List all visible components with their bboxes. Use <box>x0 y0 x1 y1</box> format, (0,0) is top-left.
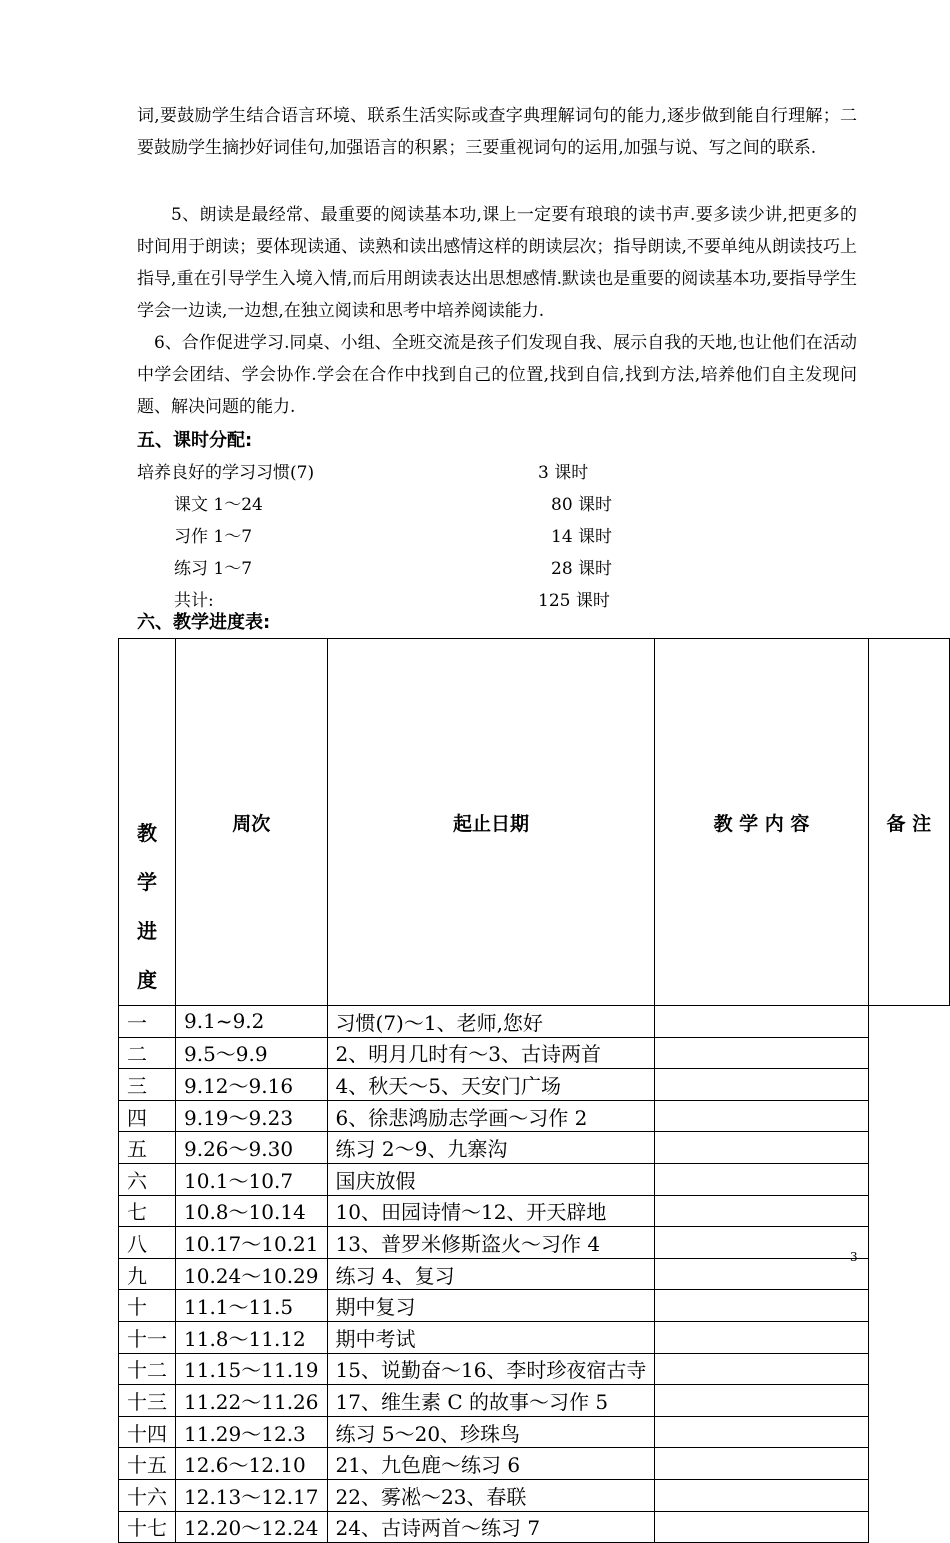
week-cell: 十四 <box>119 1416 176 1448</box>
week-cell: 十七 <box>119 1511 176 1543</box>
note-cell <box>655 1479 868 1511</box>
allocation-label: 培养良好的学习习惯(7) <box>137 463 315 483</box>
side-label-char: 学 <box>137 870 157 894</box>
note-cell <box>655 1258 868 1290</box>
table-row <box>119 1353 950 1385</box>
page-number: 3 <box>850 1250 858 1264</box>
schedule-body <box>119 1006 950 1543</box>
dates-cell: 10.8～10.14 <box>176 1195 328 1227</box>
dates-cell: 11.29～12.3 <box>176 1416 328 1448</box>
week-cell: 九 <box>119 1258 176 1290</box>
teaching-schedule-table <box>118 638 950 1543</box>
note-cell <box>655 1069 868 1101</box>
dates-cell: 10.17～10.21 <box>176 1227 328 1259</box>
content-cell: 21、九色鹿～练习 6 <box>327 1448 655 1480</box>
week-cell: 十一 <box>119 1321 176 1353</box>
note-cell <box>655 1353 868 1385</box>
week-cell: 十三 <box>119 1385 176 1417</box>
header-week: 周次 <box>176 639 328 1006</box>
dates-cell: 11.15～11.19 <box>176 1353 328 1385</box>
table-row <box>119 1100 950 1132</box>
side-label-char: 教 <box>137 821 157 845</box>
content-cell: 10、田园诗情～12、开天辟地 <box>327 1195 655 1227</box>
table-row <box>119 1321 950 1353</box>
allocation-value: 3 课时 <box>538 463 589 483</box>
note-cell <box>655 1037 868 1069</box>
side-label-char: 进 <box>137 919 157 943</box>
allocation-value: 14 课时 <box>551 527 613 547</box>
content-cell: 练习 5～20、珍珠鸟 <box>327 1416 655 1448</box>
side-label <box>119 639 176 1006</box>
note-cell <box>655 1385 868 1417</box>
header-content: 教 学 内 容 <box>655 639 868 1006</box>
table-row <box>119 1479 950 1511</box>
dates-cell: 12.20～12.24 <box>176 1511 328 1543</box>
week-cell: 十二 <box>119 1353 176 1385</box>
content-cell: 22、雾凇～23、春联 <box>327 1479 655 1511</box>
content-cell: 期中考试 <box>327 1321 655 1353</box>
content-cell: 2、明月几时有～3、古诗两首 <box>327 1037 655 1069</box>
note-cell <box>655 1132 868 1164</box>
dates-cell: 9.5～9.9 <box>176 1037 328 1069</box>
note-cell <box>655 1100 868 1132</box>
note-cell <box>655 1163 868 1195</box>
side-label-char: 度 <box>137 968 157 992</box>
allocation-label: 共计: <box>174 591 214 611</box>
week-cell: 十五 <box>119 1448 176 1480</box>
week-cell: 二 <box>119 1037 176 1069</box>
table-header-row <box>119 639 950 1006</box>
allocation-label: 课文 1～24 <box>174 495 263 515</box>
paragraph-cooperation: 6、合作促进学习.同桌、小组、全班交流是孩子们发现自我、展示自我的天地,也让他们在活动中学会团结、学会协作.学会在合作中找到自己的位置,找到自信,找到方法,培养他们自主发现问题、解决问题的能力. <box>137 333 857 417</box>
note-cell <box>655 1290 868 1322</box>
table-row <box>119 1195 950 1227</box>
note-cell <box>655 1448 868 1480</box>
dates-cell: 11.1～11.5 <box>176 1290 328 1322</box>
dates-cell: 12.13～12.17 <box>176 1479 328 1511</box>
table-row <box>119 1227 950 1259</box>
dates-cell: 9.26～9.30 <box>176 1132 328 1164</box>
dates-cell: 9.1~9.2 <box>176 1006 328 1038</box>
content-cell: 期中复习 <box>327 1290 655 1322</box>
table-row <box>119 1258 950 1290</box>
table-row <box>119 1069 950 1101</box>
table-row <box>119 1511 950 1543</box>
content-cell: 国庆放假 <box>327 1163 655 1195</box>
table-row <box>119 1448 950 1480</box>
table-row <box>119 1416 950 1448</box>
note-cell <box>655 1227 868 1259</box>
dates-cell: 10.24～10.29 <box>176 1258 328 1290</box>
content-cell: 13、普罗米修斯盗火～习作 4 <box>327 1227 655 1259</box>
week-cell: 六 <box>119 1163 176 1195</box>
section-5-title: 五、课时分配: <box>137 430 253 451</box>
content-cell: 6、徐悲鸿励志学画～习作 2 <box>327 1100 655 1132</box>
week-cell: 五 <box>119 1132 176 1164</box>
week-cell: 十 <box>119 1290 176 1322</box>
dates-cell: 12.6～12.10 <box>176 1448 328 1480</box>
header-notes: 备 注 <box>868 639 949 1006</box>
dates-cell: 9.19～9.23 <box>176 1100 328 1132</box>
note-cell <box>655 1511 868 1543</box>
allocation-value: 80 课时 <box>551 495 613 515</box>
table-row <box>119 1385 950 1417</box>
content-cell: 24、古诗两首～练习 7 <box>327 1511 655 1543</box>
week-cell: 四 <box>119 1100 176 1132</box>
table-row <box>119 1132 950 1164</box>
note-cell <box>655 1195 868 1227</box>
allocation-value: 125 课时 <box>538 591 610 611</box>
allocation-label: 练习 1～7 <box>174 559 253 579</box>
allocation-label: 习作 1～7 <box>174 527 253 547</box>
section-6-title: 六、教学进度表: <box>137 612 271 633</box>
dates-cell: 9.12～9.16 <box>176 1069 328 1101</box>
dates-cell: 11.22～11.26 <box>176 1385 328 1417</box>
paragraph-vocabulary: 词,要鼓励学生结合语言环境、联系生活实际或查字典理解词句的能力,逐步做到能自行理解；二要鼓励学生摘抄好词佳句,加强语言的积累；三要重视词句的运用,加强与说、写之间的联系. <box>137 106 857 158</box>
week-cell: 三 <box>119 1069 176 1101</box>
week-cell: 十六 <box>119 1479 176 1511</box>
content-cell: 习惯(7)～1、老师,您好 <box>327 1006 655 1038</box>
content-cell: 15、说勤奋～16、李时珍夜宿古寺 <box>327 1353 655 1385</box>
allocation-value: 28 课时 <box>551 559 613 579</box>
table-row <box>119 1037 950 1069</box>
table-row <box>119 1006 950 1038</box>
week-cell: 一 <box>119 1006 176 1038</box>
content-cell: 4、秋天～5、天安门广场 <box>327 1069 655 1101</box>
week-cell: 七 <box>119 1195 176 1227</box>
header-dates: 起止日期 <box>327 639 655 1006</box>
dates-cell: 10.1～10.7 <box>176 1163 328 1195</box>
note-cell <box>655 1321 868 1353</box>
table-row <box>119 1163 950 1195</box>
dates-cell: 11.8～11.12 <box>176 1321 328 1353</box>
note-cell <box>655 1006 868 1038</box>
week-cell: 八 <box>119 1227 176 1259</box>
table-row <box>119 1290 950 1322</box>
note-cell <box>655 1416 868 1448</box>
content-cell: 练习 4、复习 <box>327 1258 655 1290</box>
content-cell: 练习 2～9、九寨沟 <box>327 1132 655 1164</box>
paragraph-reading-aloud: 5、朗读是最经常、最重要的阅读基本功,课上一定要有琅琅的读书声.要多读少讲,把更多的时间用于朗读；要体现读通、读熟和读出感情这样的朗读层次；指导朗读,不要单纯从朗读技巧上指导,重在引导学生入境入情,而后用朗读表达出思想感情.默读也是重要的阅读基本功,要指导学生学会一边读,一边想,在独立阅读和思考中培养阅读能力. <box>137 205 857 321</box>
content-cell: 17、维生素 C 的故事～习作 5 <box>327 1385 655 1417</box>
